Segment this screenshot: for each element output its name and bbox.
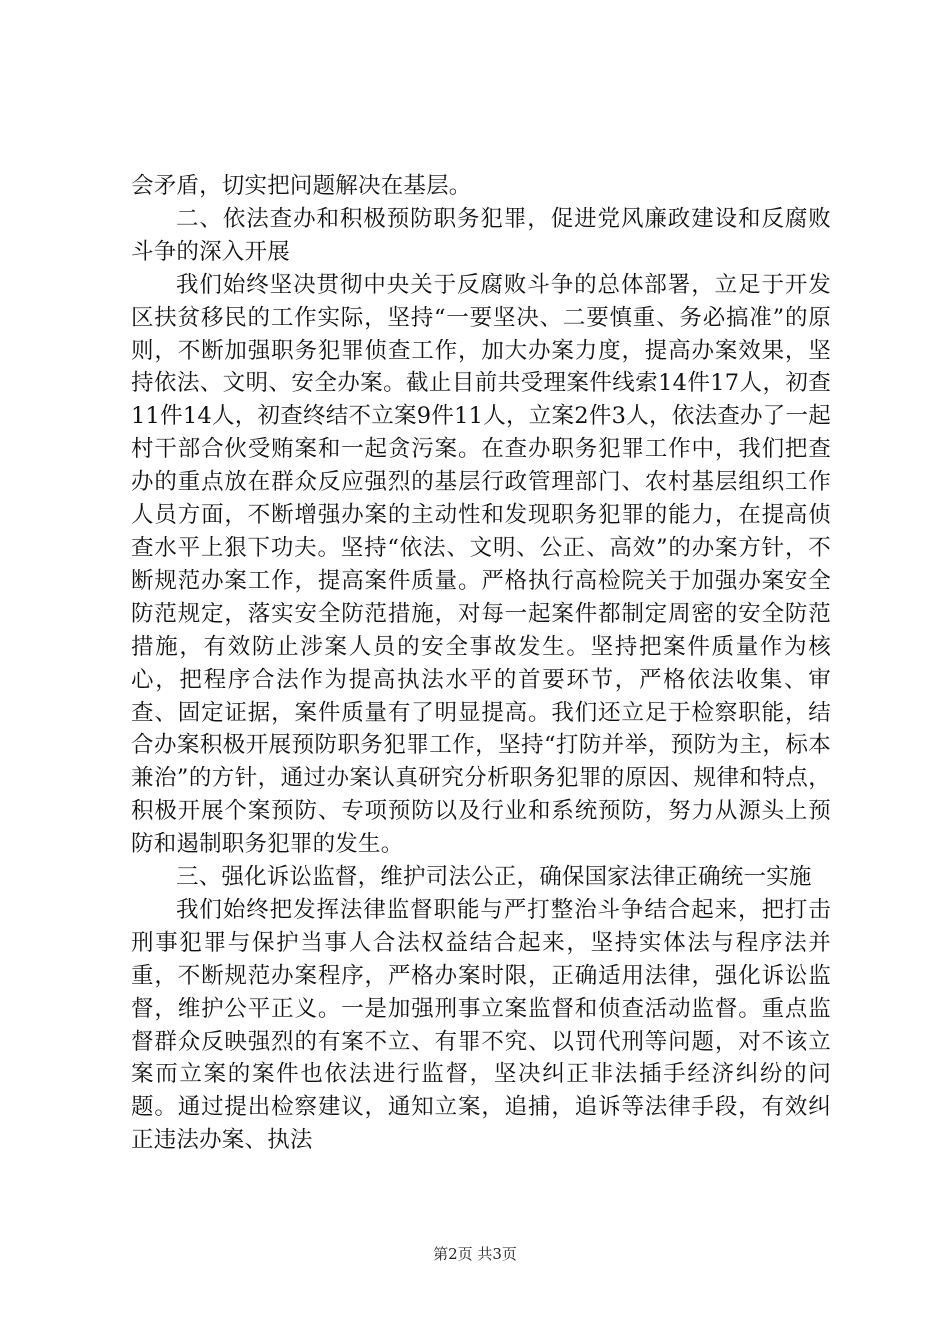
paragraph-anticorruption: 我们始终坚决贯彻中央关于反腐败斗争的总体部署，立足于开发区扶贫移民的工作实际，坚持“一要坚决、二要慎重、务必搞准”的原则，不断加强职务犯罪侦查工作，加大办案力度，提高办案效果，坚持依法、文明、安全办案。截止目前共受理案件线索14件17人，初查11件14人，初查终结不立案9件11人，立案2件3人，依法查办了一起村干部合伙受贿案和一起贪污案。在查办职务犯罪工作中，我们把查办的重点放在群众反应强烈的基层行政管理部门、农村基层组织工作人员方面，不断增强办案的主动性和发现职务犯罪的能力，在提高侦查水平上狠下功夫。坚持“依法、文明、公正、高效”的办案方针，不断规范办案工作，提高案件质量。严格执行高检院关于加强办案安全防范规定，落实安全防范措施，对每一起案件都制定周密的安全防范措施，有效防止涉案人员的安全事故发生。坚持把案件质量作为核心，把程序合法作为提高执法水平的首要环节，严格依法收集、审查、固定证据，案件质量有了明显提高。我们还立足于检察职能，结合办案积极开展预防职务犯罪工作，坚持“打防并举，预防为主，标本兼治”的方针，通过办案认真研究分析职务犯罪的原因、规律和特点，积极开展个案预防、专项预防以及行业和系统预防，努力从源头上预防和遏制职务犯罪的发生。 — [131, 271, 831, 858]
paragraph-continuation: 会矛盾，切实把问题解决在基层。 — [131, 173, 472, 199]
section-heading-three: 三、强化诉讼监督，维护司法公正，确保国家法律正确统一实施 — [176, 864, 812, 891]
document-body — [131, 170, 831, 1157]
page-number-footer: 第2页 共3页 — [433, 1245, 517, 1263]
paragraph-litigation-supervision: 我们始终把发挥法律监督职能与严打整治斗争结合起来，把打击刑事犯罪与保护当事人合法权益结合起来，坚持实体法与程序法并重，不断规范办案程序，严格办案时限，正确适用法律，强化诉讼监督，维护公平正义。一是加强刑事立案监督和侦查活动监督。重点监督群众反映强烈的有案不立、有罪不究、以罚代刑等问题，对不该立案而立案的案件也依法进行监督，坚决纠正非法插手经济纠纷的问题。通过提出检察建议，通知立案，追捕，追诉等法律手段，有效纠正违法办案、执法 — [131, 896, 831, 1154]
section-heading-two: 二、依法查办和积极预防职务犯罪，促进党风廉政建设和反腐败斗争的深入开展 — [131, 205, 831, 265]
